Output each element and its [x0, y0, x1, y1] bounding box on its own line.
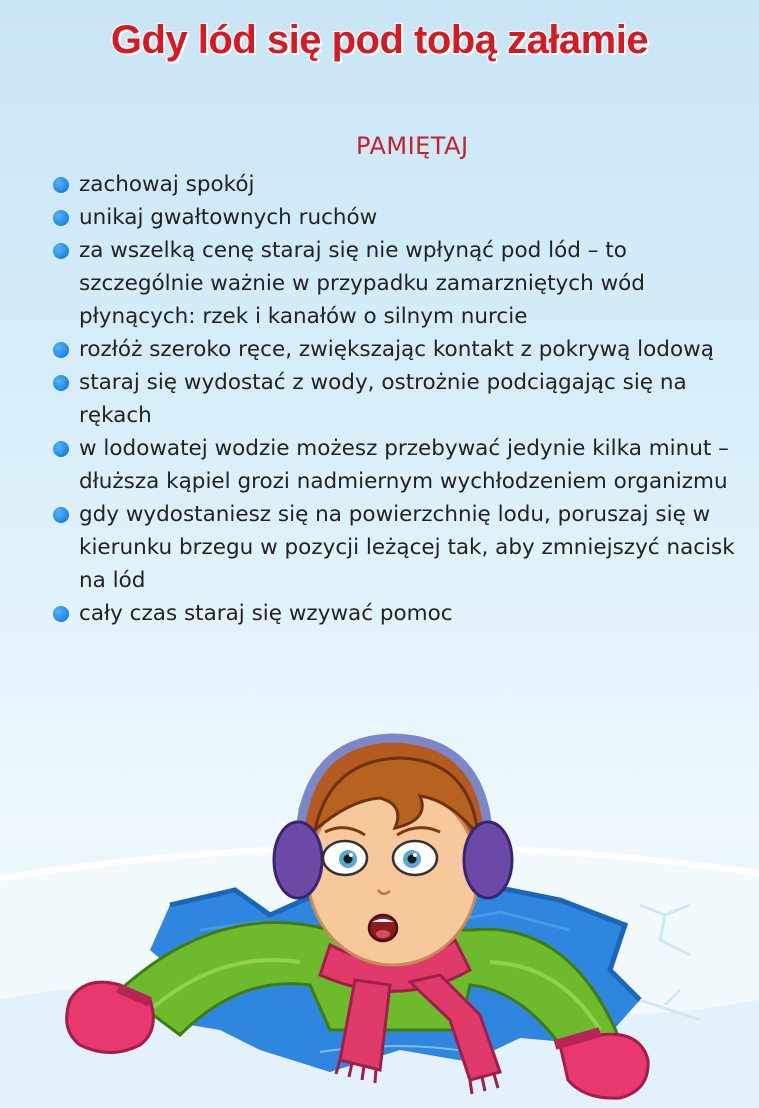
list-item-text: cały czas staraj się wzywać pomoc	[79, 601, 453, 626]
bullet-icon	[53, 606, 69, 622]
list-item-text: unikaj gwałtownych ruchów	[79, 205, 378, 230]
list-item-text: za wszelką cenę staraj się nie wpłynąć pod lód – to szczególnie ważnie w przypadku zamarzniętych wód płynących: rzek i kanałów o silnym nurcie	[79, 238, 645, 329]
earmuff-left	[274, 822, 322, 898]
list-item	[50, 498, 750, 597]
bullet-icon	[53, 177, 69, 193]
earmuff-right	[464, 822, 512, 898]
safety-tips-list	[50, 168, 750, 630]
list-item	[50, 333, 750, 366]
page-title: Gdy lód się pod tobą załamie	[110, 18, 649, 62]
ice-scene-illustration	[0, 700, 759, 1108]
list-item	[50, 168, 750, 201]
list-item	[50, 201, 750, 234]
list-item-text: w lodowatej wodzie możesz przebywać jedynie kilka minut – dłuższa kąpiel grozi nadmiernym wychłodzeniem organizmu	[79, 436, 729, 494]
bullet-icon	[53, 441, 69, 457]
list-item-text: staraj się wydostać z wody, ostrożnie podciągając się na rękach	[79, 370, 687, 428]
list-item-text: gdy wydostaniesz się na powierzchnię lodu, poruszaj się w kierunku brzegu w pozycji leżącej tak, aby zmniejszyć nacisk na lód	[79, 502, 735, 593]
list-item	[50, 597, 750, 630]
bullet-icon	[53, 210, 69, 226]
list-item	[50, 234, 750, 333]
list-item-text: zachowaj spokój	[79, 172, 255, 197]
list-item-text: rozłóż szeroko ręce, zwiększając kontakt z pokrywą lodową	[79, 337, 714, 362]
bullet-icon	[53, 243, 69, 259]
bullet-icon	[53, 507, 69, 523]
list-item	[50, 432, 750, 498]
list-item	[50, 366, 750, 432]
bullet-icon	[53, 375, 69, 391]
mitten-left	[67, 982, 154, 1052]
section-heading: PAMIĘTAJ	[356, 132, 469, 160]
bullet-icon	[53, 342, 69, 358]
